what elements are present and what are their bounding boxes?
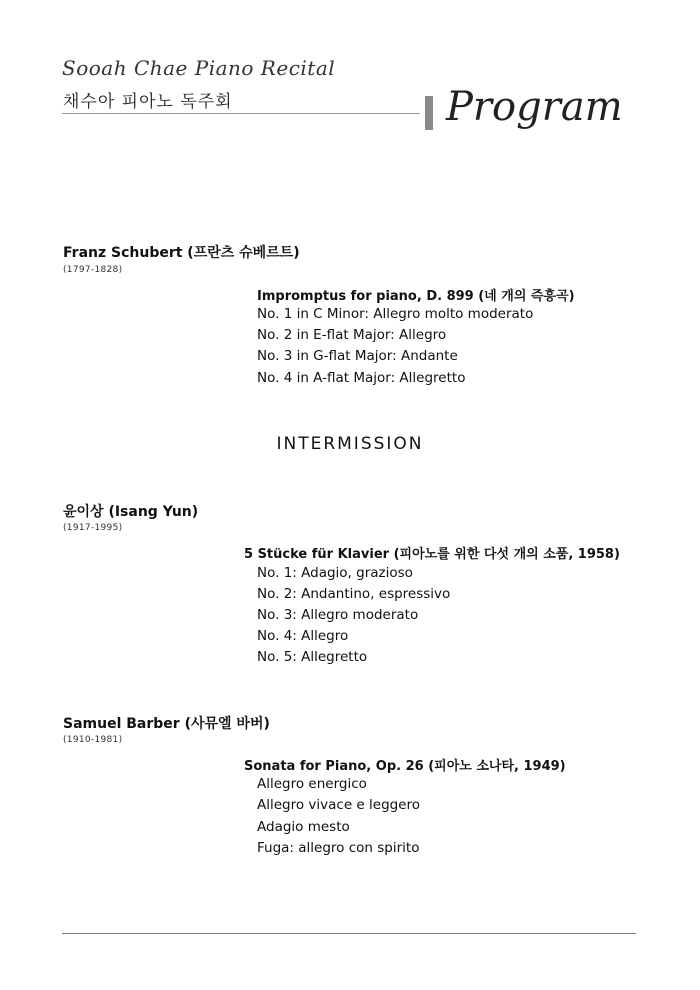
movement-item: No. 5: Allegretto — [257, 649, 368, 665]
movement-item: No. 1 in C Minor: Allegro molto moderato — [257, 306, 534, 322]
movement-item: Allegro vivace e leggero — [257, 797, 421, 813]
movement-item: No. 2: Andantino, espressivo — [257, 586, 451, 602]
composer-years: (1917-1995) — [63, 523, 123, 533]
header-accent-bar — [425, 96, 433, 130]
header-divider — [62, 113, 420, 114]
composer-name: Franz Schubert (프란츠 슈베르트) — [63, 245, 300, 261]
movement-item: Fuga: allegro con spirito — [257, 840, 420, 856]
movement-item: No. 2 in E-flat Major: Allegro — [257, 327, 447, 343]
movement-item: No. 3 in G-flat Major: Andante — [257, 348, 458, 364]
recital-title-ko: 채수아 피아노 독주회 — [63, 92, 233, 112]
work-title: Sonata for Piano, Op. 26 (피아노 소나타, 1949) — [244, 759, 566, 774]
composer-years: (1797-1828) — [63, 265, 123, 275]
footer-divider — [62, 933, 636, 934]
movement-item: No. 3: Allegro moderato — [257, 607, 419, 623]
composer-name: Samuel Barber (사뮤엘 바버) — [63, 716, 270, 732]
work-title: 5 Stücke für Klavier (피아노를 위한 다섯 개의 소품, 1958) — [244, 547, 620, 562]
movement-item: Allegro energico — [257, 776, 367, 792]
program-heading: Program — [446, 84, 623, 130]
movement-item: No. 4 in A-flat Major: Allegretto — [257, 370, 466, 386]
recital-title-en: Sooah Chae Piano Recital — [62, 56, 336, 80]
work-title: Impromptus for piano, D. 899 (네 개의 즉흥곡) — [257, 289, 575, 304]
composer-years: (1910-1981) — [63, 735, 123, 745]
composer-name: 윤이상 (Isang Yun) — [63, 504, 199, 520]
intermission-label: INTERMISSION — [276, 434, 424, 454]
movement-item: No. 4: Allegro — [257, 628, 349, 644]
movement-item: No. 1: Adagio, grazioso — [257, 565, 413, 581]
movement-item: Adagio mesto — [257, 819, 350, 835]
